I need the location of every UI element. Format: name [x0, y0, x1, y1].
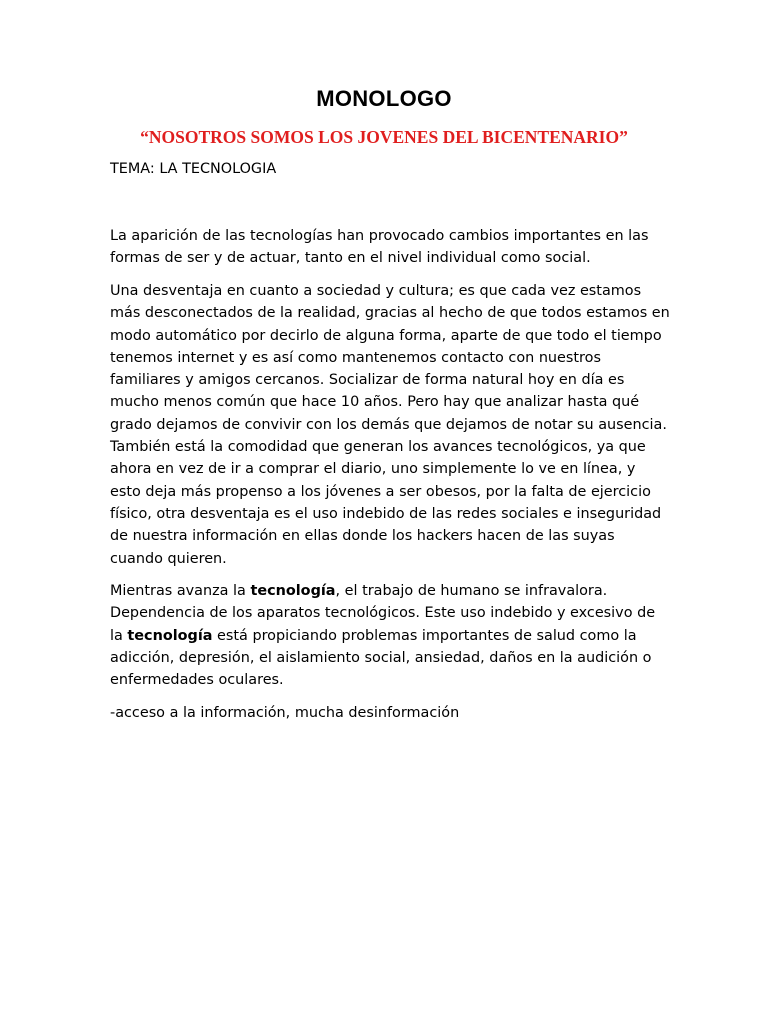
bold-keyword: tecnología — [250, 583, 336, 599]
document-title: MONOLOGO — [316, 86, 452, 111]
paragraph-text-segment: , el trabajo de humano se infravalora. Dependencia de los aparatos tecnológicos. Este uso indebido y excesivo de la — [110, 583, 656, 644]
paragraph-text-segment: Mientras avanza la — [110, 583, 251, 599]
bold-keyword: tecnología — [127, 627, 213, 644]
paragraph-text-segment: está propiciando problemas importantes de salud como la adicción, depresión, el aislamiento social, ansiedad, daños en la audición o enfermedades oculares. — [110, 627, 652, 689]
paragraph-disadvantages: Una desventaja en cuanto a sociedad y cultura; es que cada vez estamos más desconectados de la realidad, gracias al hecho de que todos estamos en modo automático por decirlo de alguna forma, aparte de que todo el tiempo tenemos internet y es así como mantenemos contacto con nuestros familiares y amigos cercanos. Socializar de forma natural hoy en día es mucho menos común que hace 10 años. Pero hay que analizar hasta qué grado dejamos de convivir con los demás que dejamos de notar su ausencia. También está la comodidad que generan los avances tecnológicos, ya que ahora en vez de ir a comprar el diario, uno simplemente lo ve en línea, y esto deja más propenso a los jóvenes a ser obesos, por la falta de ejercicio físico, otra desventaja es el uso indebido de las redes sociales e inseguridad de nuestra información en ellas donde los hackers hacen de las suyas cuando quieren. — [110, 283, 670, 567]
document-topic: TEMA: LA TECNOLOGIA — [110, 161, 277, 177]
document-subtitle: “NOSOTROS SOMOS LOS JOVENES DEL BICENTENARIO” — [140, 127, 628, 147]
paragraph-intro: La aparición de las tecnologías han provocado cambios importantes en las formas de ser y de actuar, tanto en el nivel individual como social. — [110, 228, 649, 267]
paragraph-information-note: -acceso a la información, mucha desinformación — [110, 705, 460, 721]
paragraph-technology-health — [110, 580, 670, 691]
